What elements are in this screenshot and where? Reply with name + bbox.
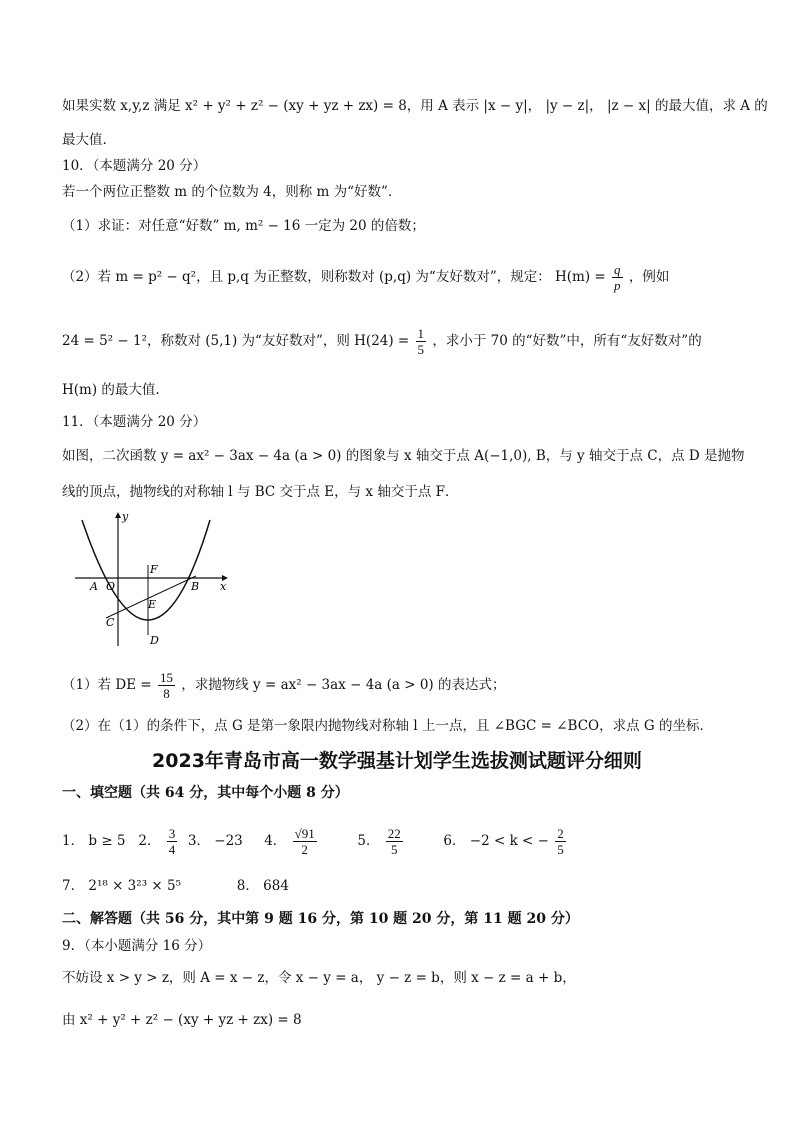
problem-10-q1: （1）求证：对任意“好数” m, m² − 16 一定为 20 的倍数； xyxy=(62,218,425,234)
answer-2-fraction xyxy=(167,826,178,857)
problem-11-q1 xyxy=(62,670,738,701)
fraction-denominator: 8 xyxy=(163,686,170,701)
parabola-figure xyxy=(70,510,230,650)
answer-6-label: 6． −2 < k < − xyxy=(443,833,549,849)
answer-4-fraction xyxy=(293,826,317,857)
fraction-numerator: √91 xyxy=(294,826,315,841)
q2-fraction-q-over-p xyxy=(612,262,623,293)
answer-3: 3． −23 xyxy=(187,833,243,849)
y-axis-arrow xyxy=(115,512,121,518)
q11-1-text-b: ，求抛物线 y = ax² − 3ax − 4a (a > 0) 的表达式； xyxy=(181,677,506,693)
fraction-denominator: 5 xyxy=(417,342,425,357)
q11-1-fraction xyxy=(158,670,175,701)
answer-5-fraction xyxy=(386,826,403,857)
answer-8: 8． 684 xyxy=(236,878,289,894)
answer-7: 7． 2¹⁸ × 3²³ × 5⁵ xyxy=(62,878,181,894)
q11-1-text-a: （1）若 DE = xyxy=(62,677,152,693)
label-a: A xyxy=(90,580,98,593)
problem-11-intro-line1: 如图，二次函数 y = ax² − 3ax − 4a (a > 0) 的图象与 x 轴交于点 A(−1,0), B，与 y 轴交于点 C，点 D 是抛物 xyxy=(62,448,745,464)
fraction-numerator: 15 xyxy=(159,670,173,685)
fraction-denominator: 2 xyxy=(301,842,308,857)
answer-2-label: 2． xyxy=(138,833,161,849)
solution-9-title: 9．（本小题满分 16 分） xyxy=(62,938,212,954)
label-x: x xyxy=(220,580,227,593)
q2-fraction-one-fifth xyxy=(416,326,427,357)
fraction-numerator: q xyxy=(614,262,621,277)
fraction-numerator: 2 xyxy=(557,826,564,841)
q2-text-a: （2）若 m = p² − q²，且 p,q 为正整数，则称数对 (p,q) 为“友好数对”，规定： H(m) = xyxy=(62,269,606,285)
fraction-numerator: 1 xyxy=(417,326,425,341)
problem-9-statement-line2: 最大值. xyxy=(62,132,107,148)
solution-9-line1: 不妨设 x > y > z，则 A = x − z，令 x − y = a， y − z = b，则 x − z = a + b， xyxy=(62,970,576,986)
label-f: F xyxy=(150,563,158,576)
problem-11-title: 11．（本题满分 20 分） xyxy=(62,414,207,430)
section-1-title: 一、填空题（共 64 分，其中每个小题 8 分） xyxy=(62,785,349,801)
problem-11-q2: （2）在（1）的条件下，点 G 是第一象限内抛物线对称轴 l 上一点，且 ∠BGC = ∠BCO，求点 G 的坐标． xyxy=(62,718,713,734)
answer-5-label: 5． xyxy=(357,833,380,849)
problem-10-intro: 若一个两位正整数 m 的个位数为 4，则称 m 为“好数”． xyxy=(62,184,402,200)
fraction-denominator: 4 xyxy=(168,842,176,857)
label-d: D xyxy=(150,634,159,647)
line-bc xyxy=(106,576,196,618)
q2-text-b: ，例如 xyxy=(628,269,670,285)
answer-1: 1． b ≥ 5 xyxy=(62,833,126,849)
fraction-denominator: p xyxy=(614,278,621,293)
problem-11-intro-line2: 线的顶点，抛物线的对称轴 l 与 BC 交于点 E，与 x 轴交于点 F． xyxy=(62,484,459,500)
problem-10-q2-line2 xyxy=(62,326,738,357)
answers-row-2 xyxy=(62,876,738,896)
q2-text-c: 24 = 5² − 1²，称数对 (5,1) 为“友好数对”，则 H(24) = xyxy=(62,333,410,349)
problem-9-statement-line1: 如果实数 x,y,z 满足 x² + y² + z² − (xy + yz + zx) = 8，用 A 表示 |x − y|， |y − z|， |z − x| 的最大值，求 A 的 xyxy=(62,98,768,114)
answers-row-1 xyxy=(62,826,738,857)
fraction-numerator: 3 xyxy=(168,826,176,841)
label-y: y xyxy=(122,510,129,523)
problem-10-q2-line3: H(m) 的最大值. xyxy=(62,382,160,398)
solution-9-line2: 由 x² + y² + z² − (xy + yz + zx) = 8 xyxy=(62,1012,302,1028)
label-c: C xyxy=(106,616,115,629)
q2-text-d: ，求小于 70 的“好数”中，所有“友好数对”的 xyxy=(432,333,702,349)
section-2-title: 二、解答题（共 56 分，其中第 9 题 16 分，第 10 题 20 分，第 11 题 20 分） xyxy=(62,911,579,927)
answer-key-title: 2023年青岛市高一数学强基计划学生选拔测试题评分细则 xyxy=(152,750,642,772)
label-b: B xyxy=(191,580,200,593)
answer-4-label: 4． xyxy=(264,833,287,849)
parabola-curve xyxy=(82,520,210,620)
problem-10-title: 10．（本题满分 20 分） xyxy=(62,158,207,174)
problem-10-q2-line1 xyxy=(62,262,738,293)
fraction-denominator: 5 xyxy=(557,842,564,857)
fraction-numerator: 22 xyxy=(387,826,401,841)
fraction-denominator: 5 xyxy=(391,842,398,857)
label-e: E xyxy=(148,598,157,611)
label-o: O xyxy=(106,580,116,593)
answer-6-fraction xyxy=(555,826,566,857)
